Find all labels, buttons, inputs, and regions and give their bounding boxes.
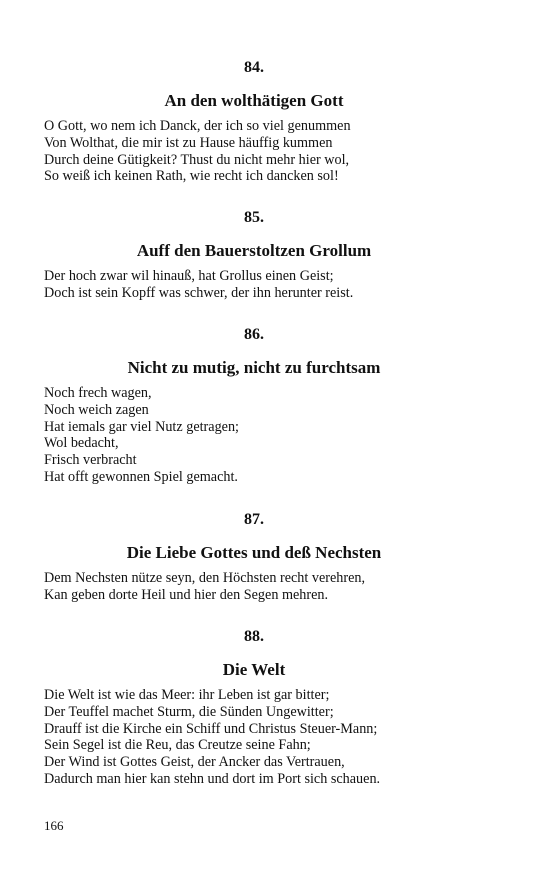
poem-lines [44,570,464,604]
poem-line: Hat offt gewonnen Spiel gemacht. [44,468,238,485]
poem-title: An den wolthätigen Gott [164,91,344,110]
page-number: 166 [44,818,64,833]
poem-number: 84. [244,59,264,76]
poem-number: 87. [244,511,264,528]
poem-number: 85. [244,209,264,226]
poem-86 [44,325,464,486]
poem-line: Der hoch zwar wil hinauß, hat Grollus einen Geist; [44,268,334,284]
poem-84 [44,58,464,185]
poem-lines [44,268,464,302]
poem-line: Wol bedacht, [44,435,119,452]
poem-title: Die Welt [222,660,286,679]
poem-title: Nicht zu mutig, nicht zu furchtsam [127,358,381,377]
poem-line: Drauff ist die Kirche ein Schiff und Christus Steuer-Mann; [44,720,378,737]
poem-line: Der Teuffel machet Sturm, die Sünden Ungewitter; [44,703,334,720]
poem-lines [44,687,464,788]
poem-line: Sein Segel ist die Reu, das Creutze seine Fahn; [44,737,311,754]
poem-line: Noch weich zagen [44,401,149,418]
poem-line: Durch deine Gütigkeit? Thust du nicht mehr hier wol, [44,151,350,168]
poem-line: Noch frech wagen, [44,385,152,401]
poem-line: Von Wolthat, die mir ist zu Hause häuffig kummen [44,134,333,151]
poem-lines [44,118,464,185]
poem-number: 86. [244,326,264,343]
poem-title: Die Liebe Gottes und deß Nechsten [126,543,382,562]
poem-line: Dadurch man hier kan stehn und dort im Port sich schauen. [44,770,381,787]
poem-85 [44,208,464,302]
poem-line: Dem Nechsten nütze seyn, den Höchsten recht verehren, [44,570,366,586]
poem-line: Doch ist sein Kopff was schwer, der ihn herunter reist. [44,284,354,301]
poem-lines [44,385,464,486]
poem-line: So weiß ich keinen Rath, wie recht ich dancken sol! [44,168,339,185]
poem-line: O Gott, wo nem ich Danck, der ich so viel genummen [44,118,351,134]
poem-line: Der Wind ist Gottes Geist, der Ancker das Vertrauen, [44,754,345,771]
poem-88 [44,627,464,788]
poem-87 [44,510,464,604]
poem-number: 88. [244,628,264,645]
poem-line: Frisch verbracht [44,452,137,469]
poem-line: Hat iemals gar viel Nutz getragen; [44,418,240,435]
poem-title: Auff den Bauerstoltzen Grollum [136,241,372,260]
poem-line: Die Welt ist wie das Meer: ihr Leben ist gar bitter; [44,687,330,703]
poem-line: Kan geben dorte Heil und hier den Segen mehren. [44,586,329,603]
